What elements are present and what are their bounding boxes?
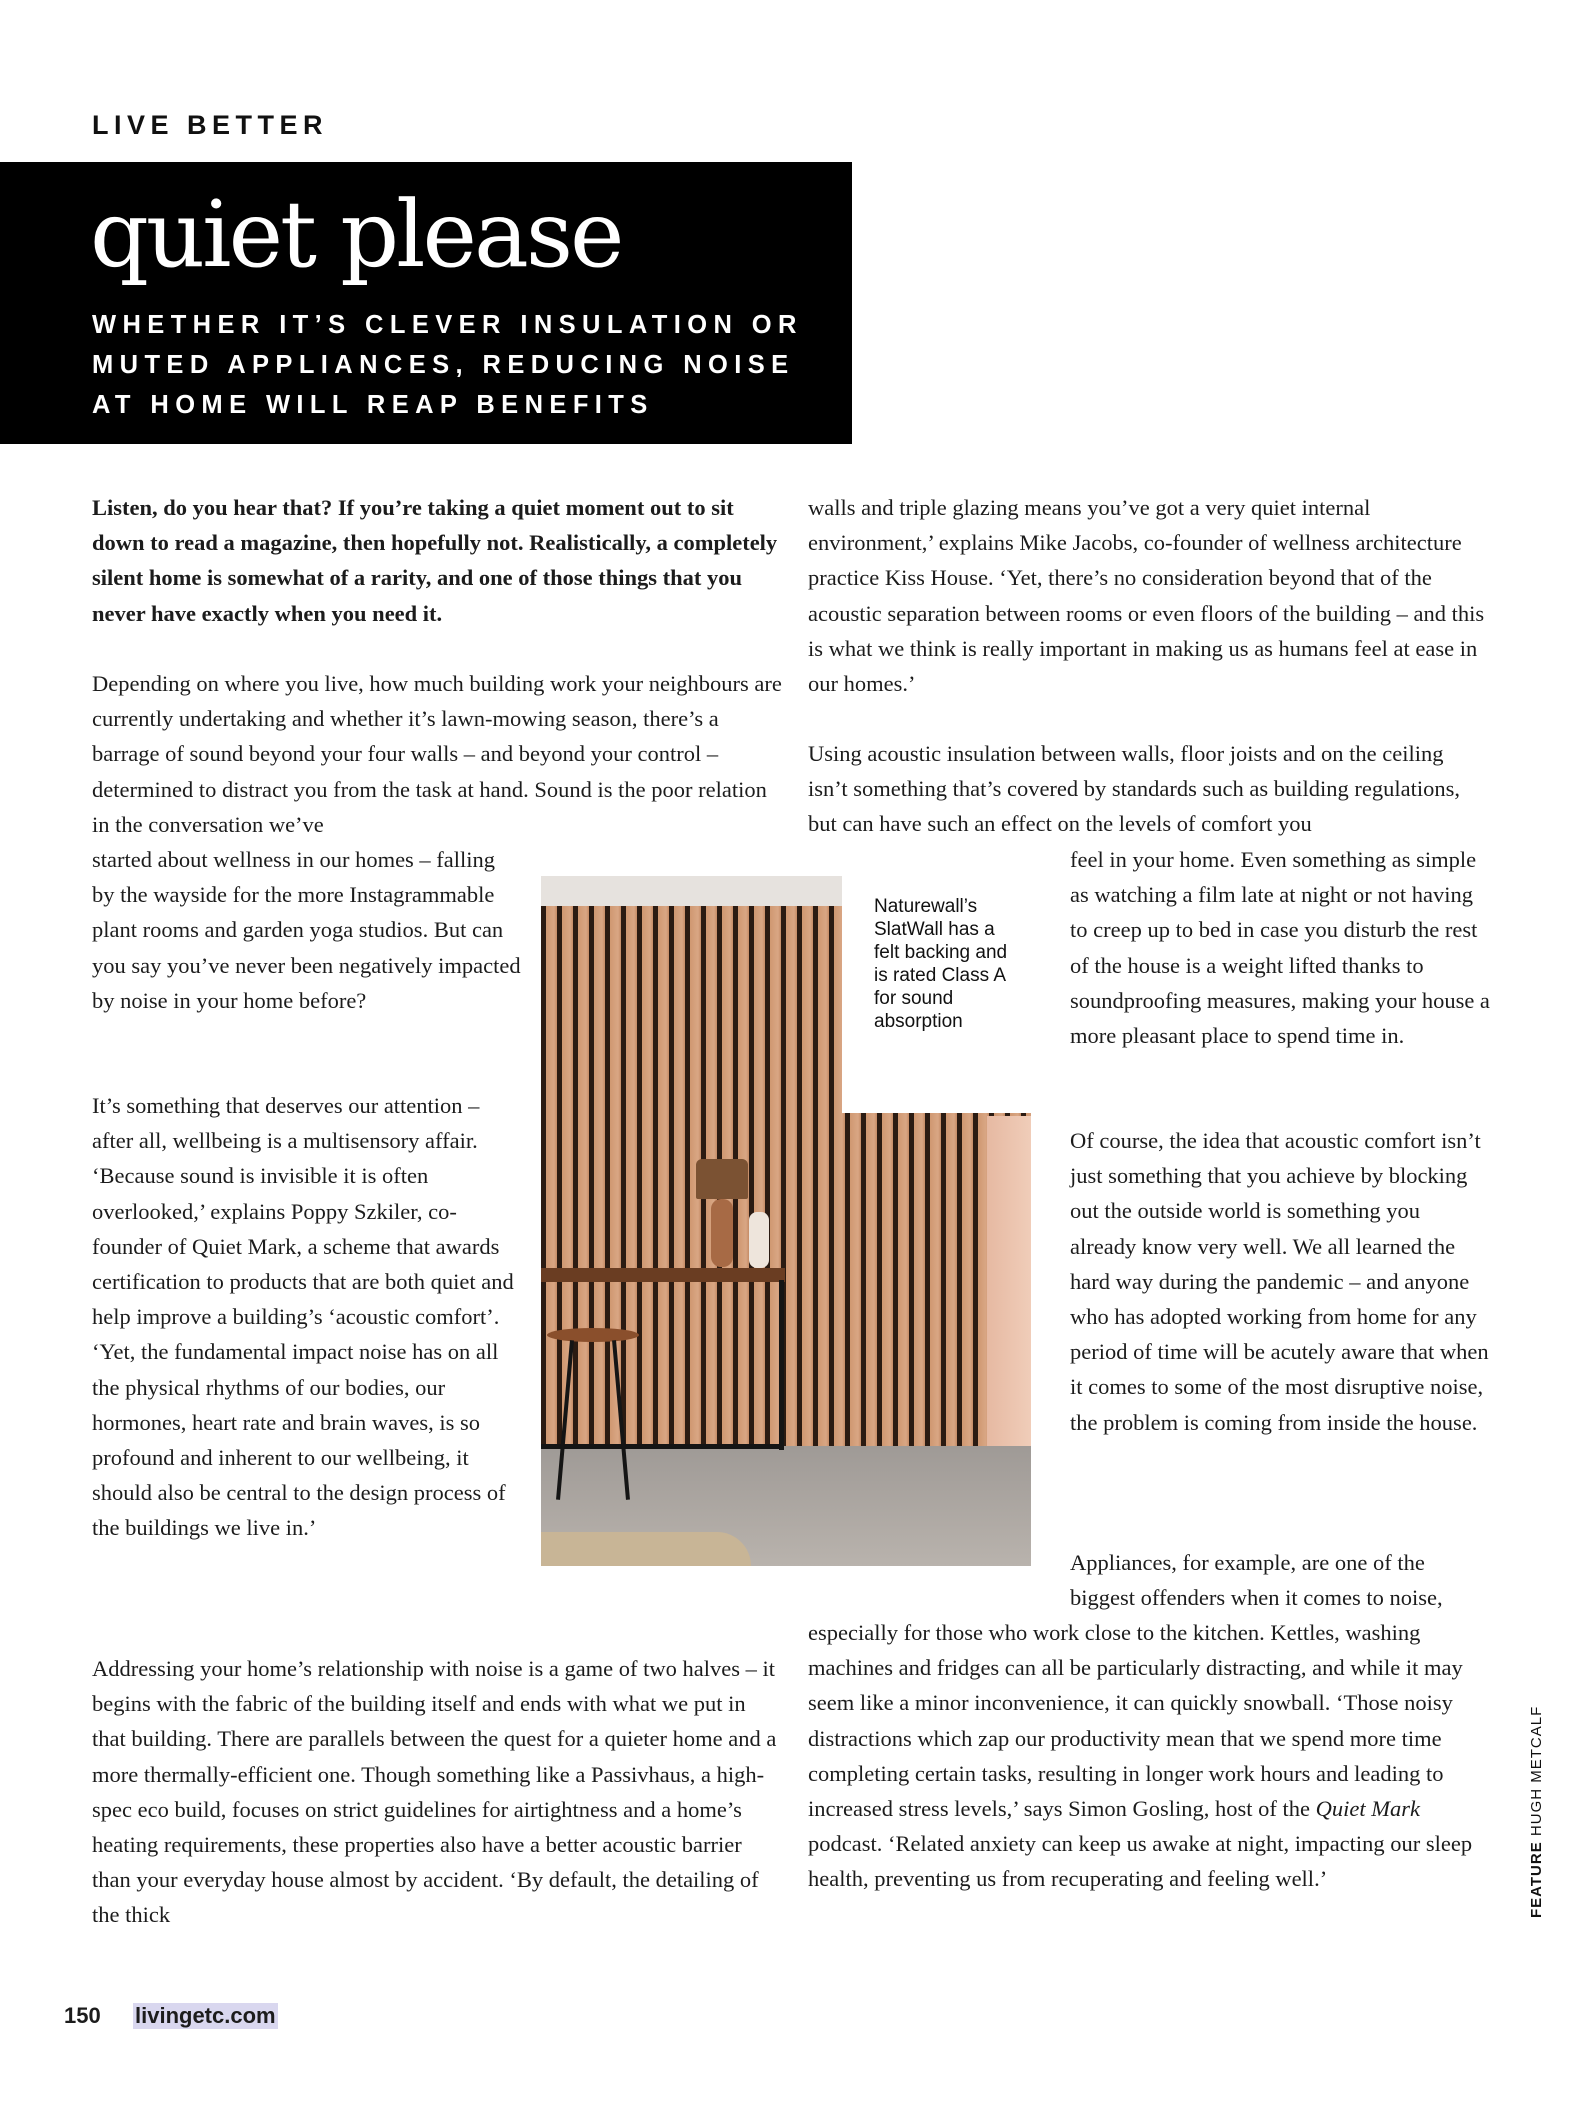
vase <box>749 1212 769 1268</box>
right-paragraph-4-text-a: especially for those who work close to the kitchen. Kettles, washing machines and fridges can all be particularly distracting, and while it may seem like a minor inconvenience, it can quickly snowball. ‘Those noisy distractions which zap our productivity mean that we spend more time completing certain tasks, resulting in longer work hours and leading to increased stress levels,’ says Simon Gosling, host of the <box>808 1620 1463 1822</box>
intro-paragraph: Listen, do you hear that? If you’re taking a quiet moment out to sit down to read a magazine, then hopefully not. Realistically, a completely silent home is somewhat of a rarity, and one of those things that you never have exactly when you need it. <box>92 495 778 626</box>
page-number: 150 <box>64 2003 101 2028</box>
headline: quiet please <box>90 181 622 288</box>
podcast-title: Quiet Mark <box>1315 1796 1420 1822</box>
website-link[interactable]: livingetc.com <box>135 2003 276 2028</box>
image-caption: Naturewall’s SlatWall has a felt backing and is rated Class A for sound absorption <box>874 896 1008 1032</box>
right-paragraph-2-full: Using acoustic insulation between walls, floor joists and on the ceiling isn’t something that’s covered by standards such as building regulations, but can have such an effect on the levels of comfort you <box>808 741 1460 837</box>
console-base <box>541 1444 784 1449</box>
right-paragraph-4-full <box>808 1615 1488 1897</box>
credit-name: HUGH METCALF <box>1528 1705 1545 1837</box>
lamp-shade <box>696 1159 748 1199</box>
section-label: LIVE BETTER <box>92 110 329 140</box>
left-paragraph-1-full: Depending on where you live, how much building work your neighbours are currently undertaking and whether it’s lawn-mowing season, there’s a barrage of sound beyond your four walls – and beyond your control – determined to distract you from the task at hand. Sound is the poor relation in the conversation we’ve <box>92 671 782 837</box>
photo-rug <box>541 1532 751 1566</box>
title-block <box>0 162 852 444</box>
standfirst: WHETHER IT’S CLEVER INSULATION OR MUTED APPLIANCES, REDUCING NOISE AT HOME WILL REAP BENEFITS <box>92 311 803 419</box>
console-table <box>541 1268 785 1282</box>
right-paragraph-1: walls and triple glazing means you’ve got a very quiet internal environment,’ explains Mike Jacobs, co-founder of wellness architecture practice Kiss House. ‘Yet, there’s no consideration beyond that of the acoustic separation between rooms or even floors of the building – and this is what we think is really important in making us as humans feel at ease in our homes.’ <box>808 495 1485 697</box>
console-leg <box>779 1280 784 1450</box>
photo-pink-wall <box>987 1116 1031 1446</box>
left-paragraph-2: It’s something that deserves our attention – after all, wellbeing is a multisensory affair. ‘Because sound is invisible it is often overlooked,’ explains Poppy Szkiler, co-founder of Quiet Mark, a scheme that awards certification to products that are both quiet and help improve a building’s ‘acoustic comfort’. ‘Yet, the fundamental impact noise has on all the physical rhythms of our bodies, our hormones, heart rate and brain waves, is so profound and inherent to our wellbeing, it should also be central to the design process of the buildings we live in.’ <box>92 1093 514 1541</box>
stool-seat <box>547 1328 639 1342</box>
right-paragraph-4-text-b: podcast. ‘Related anxiety can keep us awake at night, impacting our sleep health, preventing us from recuperating and feeling well.’ <box>808 1831 1473 1892</box>
left-paragraph-3: Addressing your home’s relationship with noise is a game of two halves – it begins with the fabric of the building itself and ends with what we put in that building. There are parallels between the quest for a quieter home and a more thermally-efficient one. Though something like a Passivhaus, a high-spec eco build, focuses on strict guidelines for airtightness and a home’s heating requirements, these properties also have a better acoustic barrier than your everyday house almost by accident. ‘By default, the detailing of the thick <box>92 1656 777 1928</box>
right-paragraph-2-narrow: feel in your home. Even something as simple as watching a film late at night or not having to creep up to bed in case you disturb the rest of the house is a weight lifted thanks to soundproofing measures, making your house a more pleasant place to spend time in. <box>1070 847 1490 1049</box>
right-paragraph-3: Of course, the idea that acoustic comfort isn’t just something that you achieve by blocking out the outside world is something you already know very well. We all learned the hard way during the pandemic – and anyone who has adopted working from home for any period of time will be acutely aware that when it comes to some of the most disruptive noise, the problem is coming from inside the house. <box>1070 1128 1489 1435</box>
lamp-base <box>711 1199 733 1267</box>
credit-label: FEATURE <box>1528 1841 1545 1918</box>
feature-credit <box>1528 1706 1545 1918</box>
right-paragraph-4-narrow: Appliances, for example, are one of the biggest offenders when it comes to noise, <box>1070 1550 1443 1611</box>
left-paragraph-1-narrow: started about wellness in our homes – falling by the wayside for the more Instagrammable plant rooms and garden yoga studios. But can you say you’ve never been negatively impacted by noise in your home before? <box>92 847 521 1013</box>
